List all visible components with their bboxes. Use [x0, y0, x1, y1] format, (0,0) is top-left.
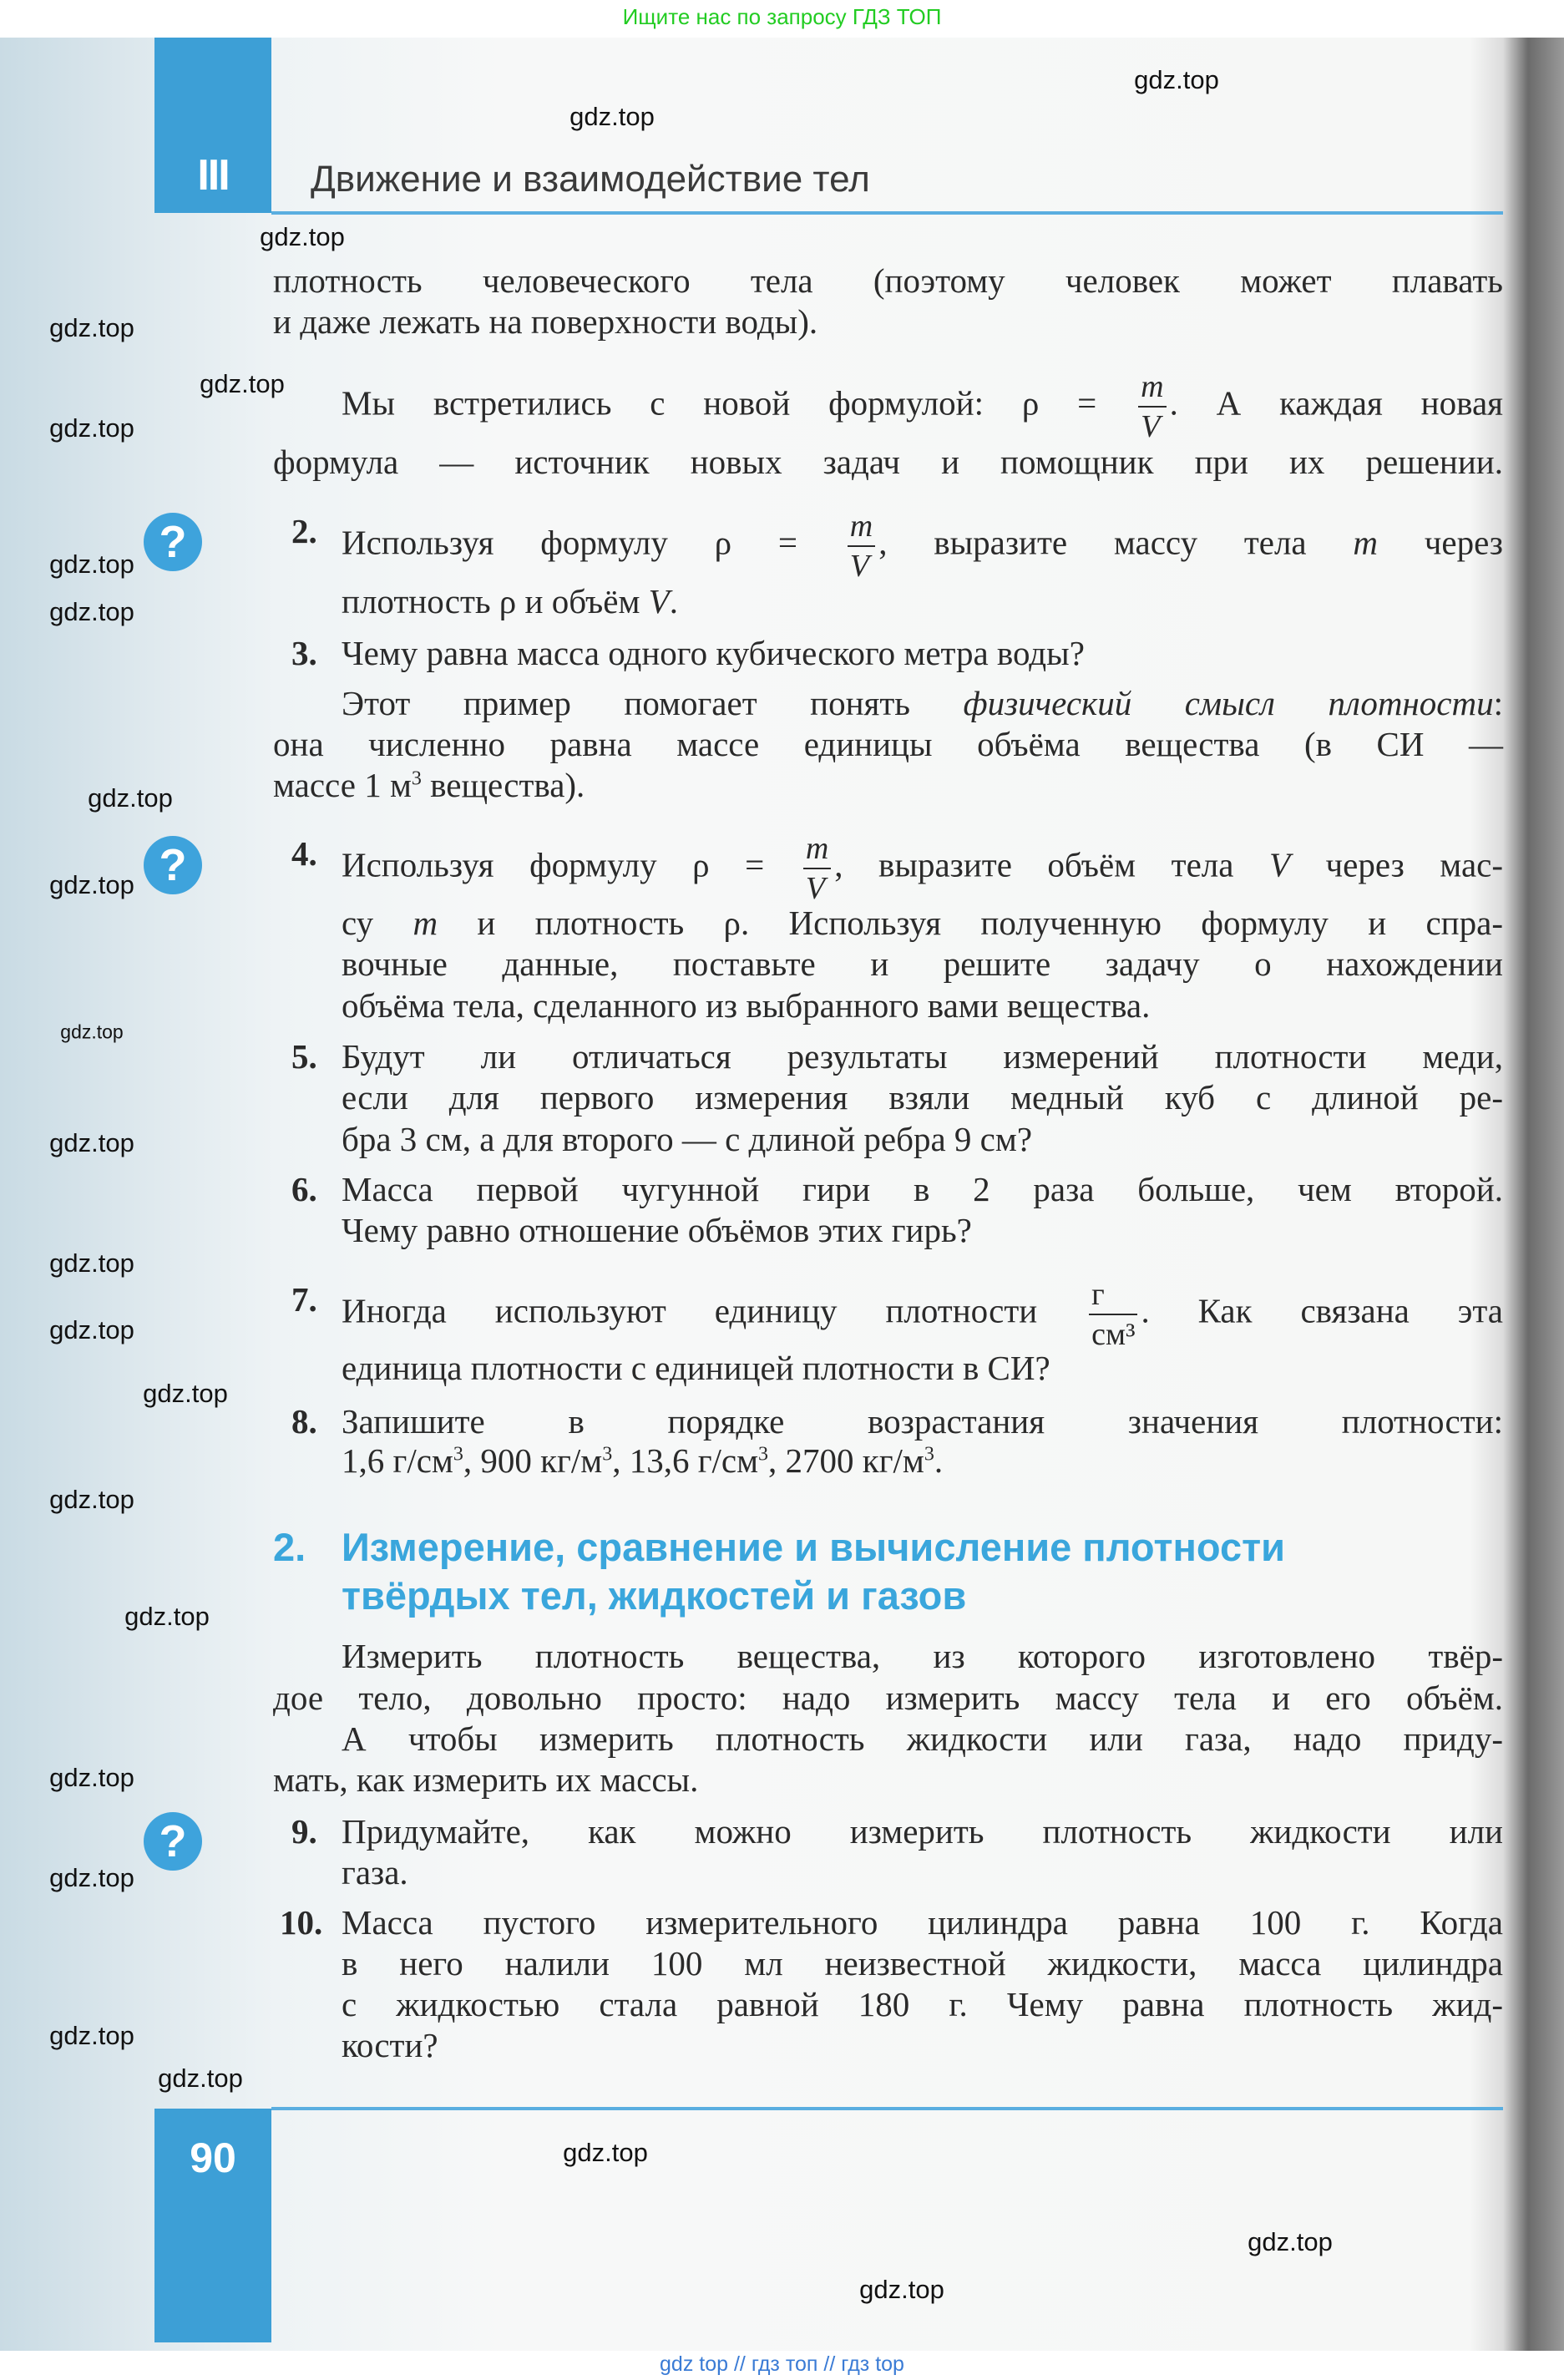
question-icon: ?	[144, 1812, 202, 1871]
denominator: см³	[1091, 1317, 1136, 1352]
section-heading-line2: твёрдых тел, жидкостей и газов	[342, 1573, 967, 1618]
text-line: Чему равна масса одного кубического метра воды?	[342, 634, 1085, 672]
question-number: 7.	[291, 1280, 317, 1319]
text-line: А чтобы измерить плотность жидкости или газа, надо приду-	[342, 1719, 1503, 1758]
watermark: gdz.top	[49, 2021, 134, 2050]
italic-term: m	[413, 904, 438, 942]
superscript: 3	[411, 767, 422, 790]
text-line: формула — источник новых задач и помощник при их решении.	[273, 443, 1503, 481]
question-number: 2.	[291, 512, 317, 550]
question-icon: ?	[144, 836, 202, 894]
watermark: gdz.top	[49, 413, 134, 443]
question-number: 4.	[291, 834, 317, 873]
text-line: Используя формулу ρ = $\frac{m}{V}$ , выразите массу тела m через	[342, 509, 1503, 584]
text-line: Иногда используют единицу плотности $\frac{г}{\text{см³}}$ . Как связана эта	[342, 1277, 1503, 1352]
watermark: gdz.top	[49, 870, 134, 899]
watermark: gdz.top	[49, 549, 134, 579]
superscript: 3	[453, 1443, 463, 1466]
text-line: единица плотности с единицей плотности в СИ?	[342, 1349, 1050, 1387]
watermark: gdz.top	[49, 1763, 134, 1792]
text-line: в него налили 100 мл неизвестной жидкости, масса цилиндра	[342, 1944, 1503, 1982]
page-number: 90	[190, 2134, 236, 2181]
denominator: V	[805, 871, 826, 906]
question-number: 9.	[291, 1812, 317, 1851]
text-line: объёма тела, сделанного из выбранного вами вещества.	[342, 986, 1151, 1025]
text-line: если для первого измерения взяли медный куб с длиной ре-	[342, 1078, 1503, 1117]
numerator: m	[803, 833, 831, 869]
superscript: 3	[924, 1443, 934, 1466]
watermark: gdz.top	[49, 1128, 134, 1157]
text-line: кости?	[342, 2026, 438, 2064]
footer-divider	[271, 2107, 1503, 2110]
numerator: m	[848, 510, 875, 547]
question-number: 10.	[280, 1903, 323, 1942]
watermark: gdz.top	[859, 2275, 944, 2304]
text-line: она численно равна массе единицы объёма вещества (в СИ —	[273, 725, 1503, 763]
question-number: 8.	[291, 1402, 317, 1441]
question-icon: ?	[144, 513, 202, 571]
fraction	[1089, 1279, 1137, 1350]
text-line: бра 3 см, а для второго — с длиной ребра 9 см?	[342, 1120, 1033, 1158]
text-line: Используя формулу ρ = $\frac{m}{V}$ , выразите объём тела V через мас-	[342, 831, 1504, 906]
question-number: 5.	[291, 1037, 317, 1076]
text-line: вочные данные, поставьте и решите задачу о нахождении	[342, 944, 1503, 983]
watermark: gdz.top	[563, 2138, 648, 2167]
fraction	[1138, 371, 1166, 443]
watermark: gdz.top	[49, 1315, 134, 1344]
numerator: m	[1138, 371, 1166, 408]
section-heading-line1: Измерение, сравнение и вычисление плотности	[342, 1525, 1286, 1569]
text-line: Этот пример помогает понять физический смысл плотности:	[342, 684, 1503, 722]
watermark: gdz.top	[1134, 65, 1219, 94]
text-line: плотность ρ и объём V.	[342, 582, 678, 620]
text-line: дое тело, довольно просто: надо измерить массу тела и его объём.	[273, 1679, 1503, 1717]
text-line: Мы встретились с новой формулой: ρ = $\frac{m}{V}$ . А каждая новая	[342, 369, 1503, 444]
watermark: gdz.top	[49, 313, 134, 342]
text-line: с жидкостью стала равной 180 г. Чему равна плотность жид-	[342, 1985, 1503, 2023]
text-line: Будут ли отличаться результаты измерений плотности меди,	[342, 1037, 1503, 1076]
superscript: 3	[602, 1443, 613, 1466]
watermark: gdz.top	[200, 369, 285, 398]
watermark: gdz.top	[49, 1485, 134, 1514]
text-line: и даже лежать на поверхности воды).	[273, 302, 818, 341]
chapter-number: III	[197, 151, 229, 200]
text-line: 1,6 $г/см^3$, 900 $кг/м^3$, 13,6 $г/см^3$, 2700 $кг/м^3$.	[342, 1441, 944, 1480]
text-line: мать, как измерить их массы.	[273, 1760, 699, 1799]
text-line: массе 1 $м^3$ вещества).	[273, 766, 585, 804]
watermark: gdz.top	[49, 597, 134, 626]
search-banner: Ищите нас по запросу ГДЗ ТОП	[0, 0, 1564, 38]
chapter-title: Движение и взаимодействие тел	[311, 159, 870, 200]
section-number: 2.	[273, 1525, 306, 1569]
watermark: gdz.top	[49, 1248, 134, 1278]
numerator: г	[1089, 1279, 1137, 1315]
fraction	[803, 833, 831, 904]
denominator: V	[1141, 409, 1161, 444]
text-line: су m и плотность ρ. Используя полученную формулу и спра-	[342, 904, 1503, 942]
watermark: gdz.top	[88, 783, 173, 813]
text-line: Измерить плотность вещества, из которого изготовлено твёр-	[342, 1637, 1503, 1675]
text-line: плотность человеческого тела (поэтому человек может плавать	[273, 261, 1503, 300]
italic-term: m	[1353, 523, 1379, 562]
text-line: Масса первой чугунной гири в 2 раза больше, чем второй.	[342, 1170, 1503, 1208]
watermark: gdz.top	[143, 1379, 228, 1408]
text-line: газа.	[342, 1853, 408, 1891]
text-line: Запишите в порядке возрастания значения плотности:	[342, 1402, 1503, 1441]
italic-term: V	[648, 582, 670, 620]
italic-term: физический смысл плотности	[963, 684, 1494, 722]
watermark: gdz.top	[569, 102, 655, 131]
header-divider	[271, 211, 1503, 215]
watermark: gdz.top	[60, 1020, 124, 1043]
watermark: gdz.top	[124, 1602, 210, 1631]
watermark: gdz.top	[49, 1863, 134, 1892]
superscript: 3	[758, 1443, 769, 1466]
italic-term: V	[1268, 845, 1291, 884]
question-number: 3.	[291, 634, 317, 672]
watermark: gdz.top	[260, 222, 345, 251]
watermark: gdz.top	[1248, 2227, 1333, 2256]
watermark: gdz.top	[158, 2064, 243, 2093]
text-line: Масса пустого измерительного цилиндра равна 100 г. Когда	[342, 1903, 1503, 1942]
text-line: Придумайте, как можно измерить плотность жидкости или	[342, 1812, 1503, 1851]
question-number: 6.	[291, 1170, 317, 1208]
fraction	[848, 510, 875, 582]
text-line: Чему равно отношение объёмов этих гирь?	[342, 1211, 972, 1249]
denominator: V	[849, 549, 869, 584]
footer-banner: gdz top // гдз топ // гдз top	[0, 2351, 1564, 2380]
